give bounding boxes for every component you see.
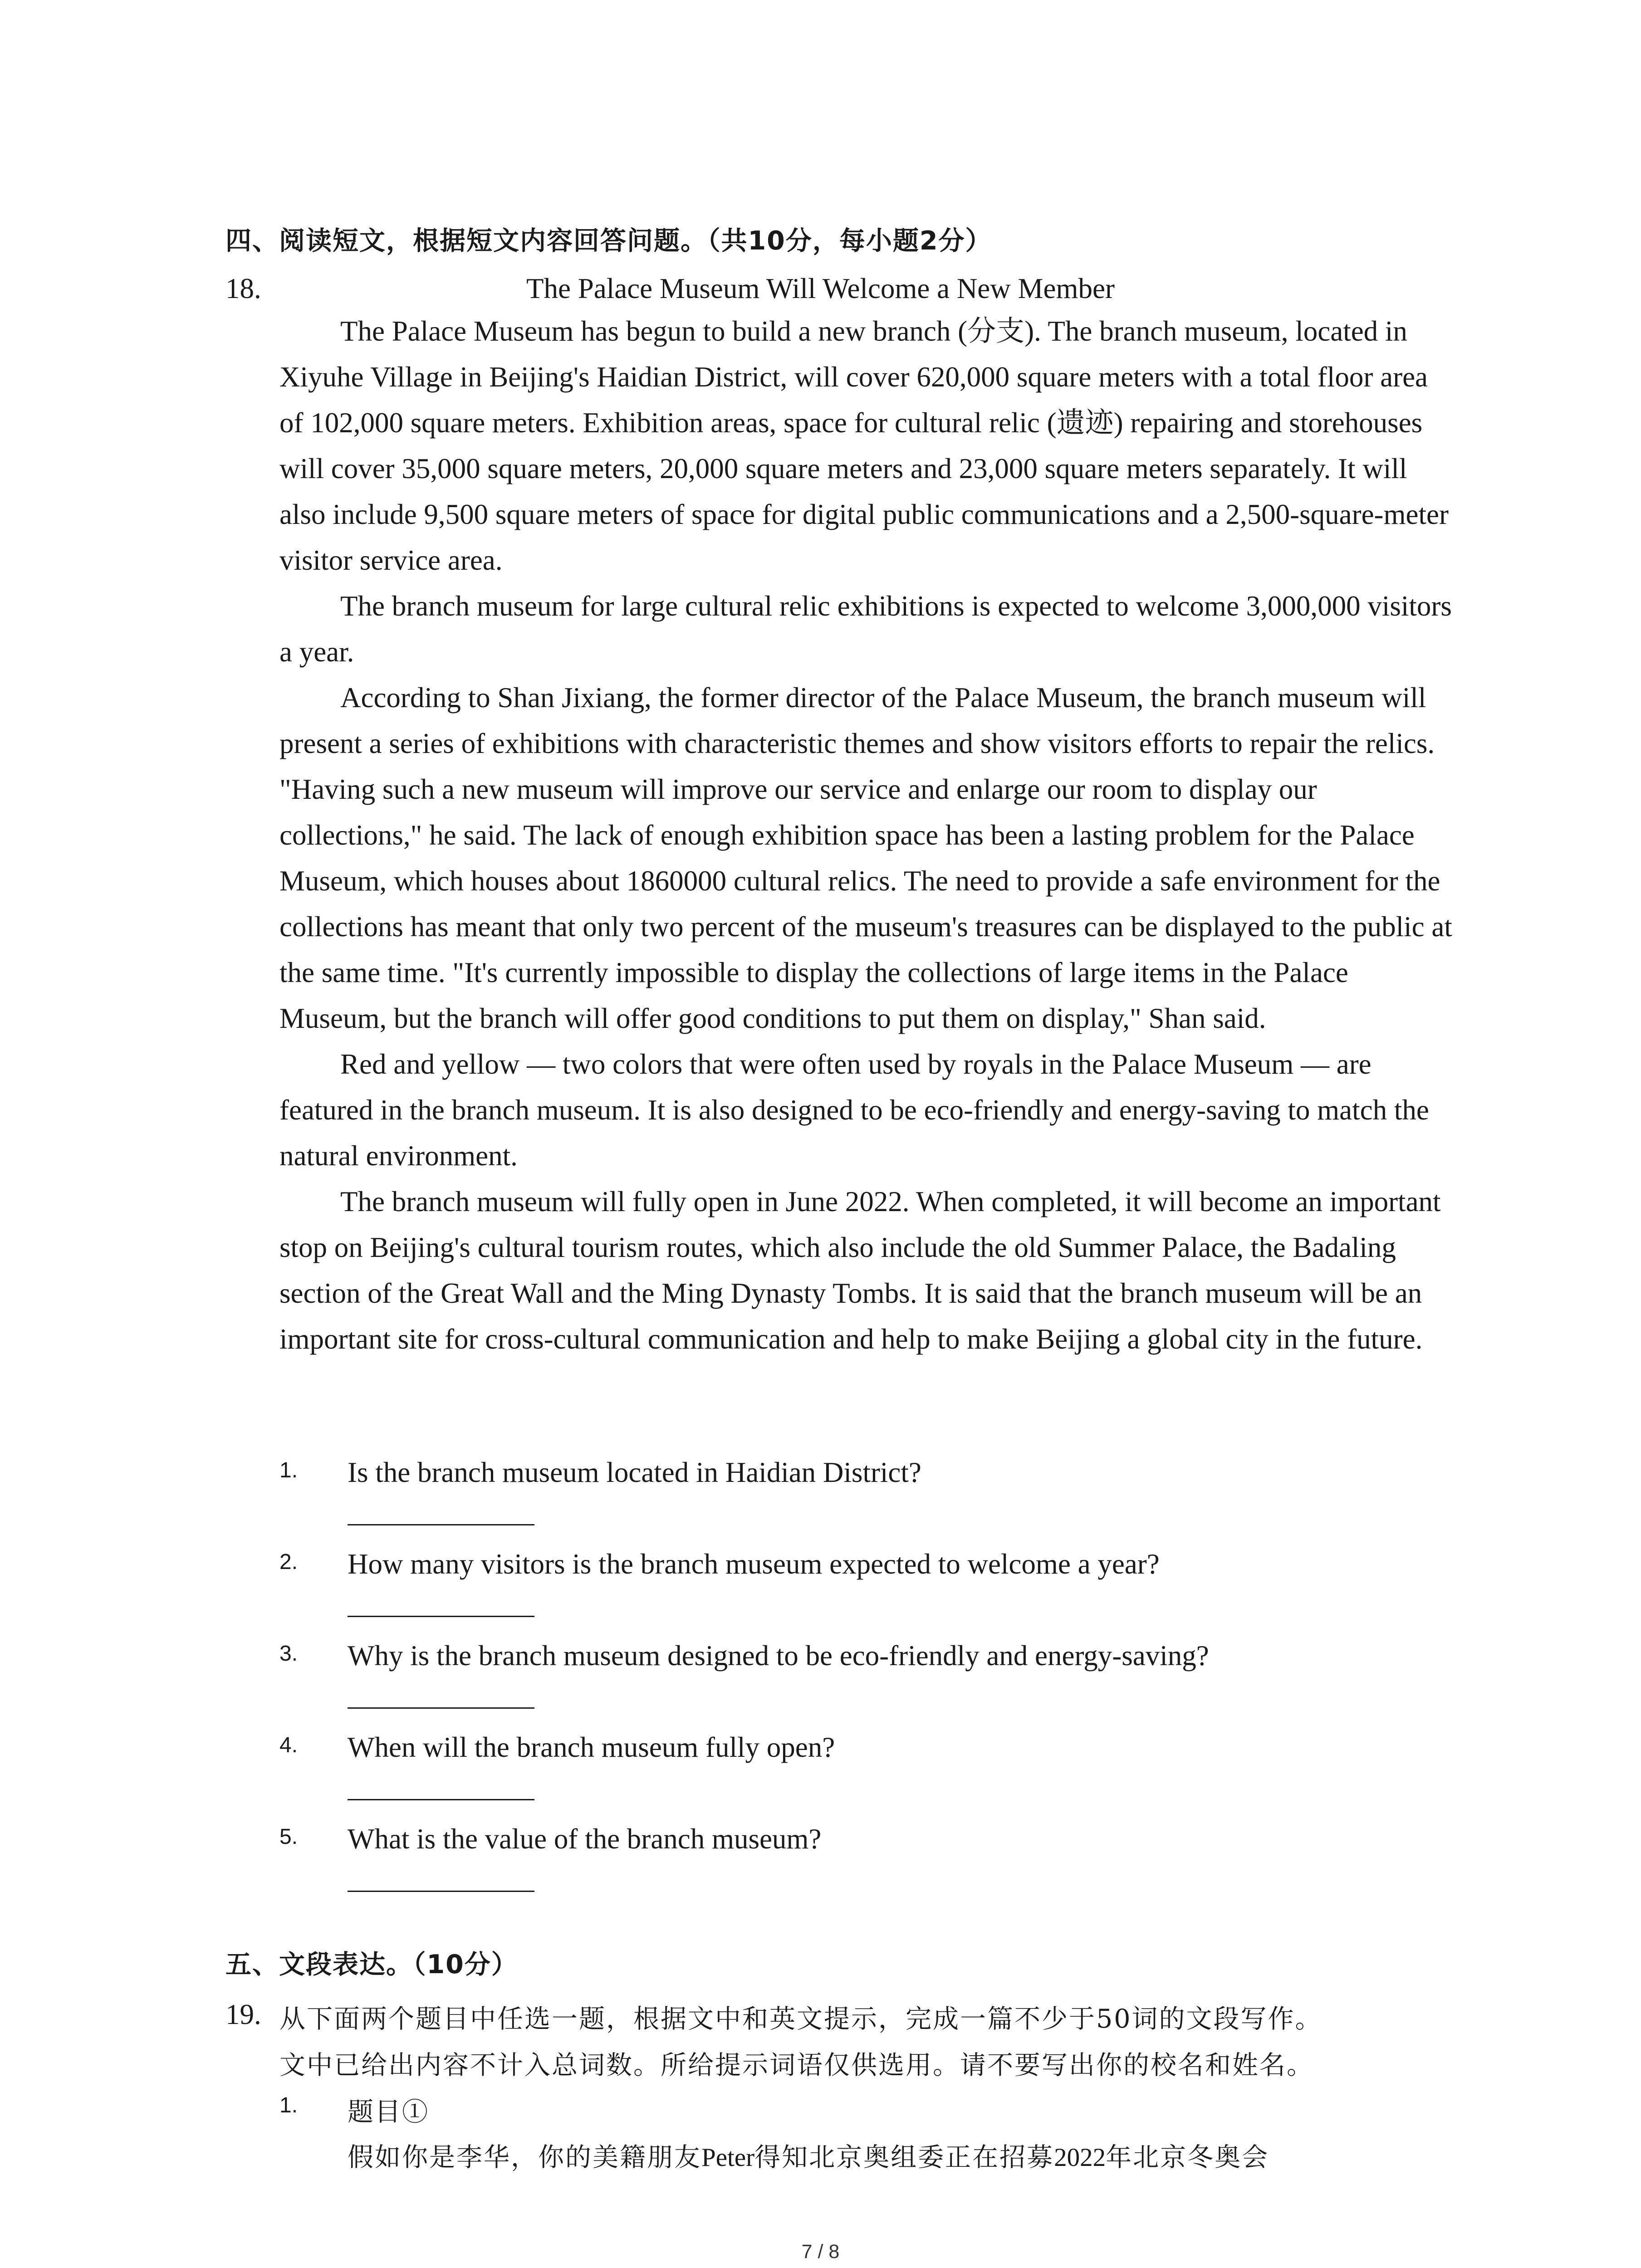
prompt-name: Peter xyxy=(701,2143,755,2172)
reading-passage xyxy=(279,308,1455,1362)
question-18-number: 18. xyxy=(225,273,261,304)
passage-paragraph: Red and yellow — two colors that were often used by royals in the Palace Museum — are featured in the branch museum. It is also designed to be eco-friendly and energy-saving to match the natural environment. xyxy=(279,1048,1429,1172)
sub-question-number: 1. xyxy=(279,1458,298,1482)
passage-paragraph: The branch museum will fully open in June 2022. When completed, it will become an important stop on Beijing's cultural tourism routes, which also include the old Summer Palace, the Badaling section of the Great Wall and the Ming Dynasty Tombs. It is said that the branch museum will be an important site for cross-cultural communication and help to make Beijing a global city in the future. xyxy=(279,1186,1441,1355)
page-indicator: 7 / 8 xyxy=(801,2241,840,2263)
sub-question-text: How many visitors is the branch museum expected to welcome a year? xyxy=(348,1548,1160,1580)
question-19-number: 19. xyxy=(225,1999,261,2030)
prompt-text: 年北京冬奥会 xyxy=(1106,2142,1269,2172)
topic-prompt xyxy=(348,2136,1269,2174)
sub-question-text: Why is the branch museum designed to be eco-friendly and energy-saving? xyxy=(348,1640,1209,1672)
section-5-heading: 五、文段表达。（10分） xyxy=(225,1950,518,1980)
sub-question-number: 2. xyxy=(279,1550,298,1574)
passage-paragraph: According to Shan Jixiang, the former director of the Palace Museum, the branch museum will present a series of exhibitions with characteristic themes and show visitors efforts to repair the relics. "Having such a new museum will improve our service and enlarge our room to display our collections," he said. The lack of enough exhibition space has been a lasting problem for the Palace Museum, which houses about 1860000 cultural relics. The need to provide a safe environment for the collections has meant that only two percent of the museum's treasures can be displayed to the public at the same time. "It's currently impossible to display the collections of large items in the Palace Museum, but the branch will offer good conditions to put them on display," Shan said. xyxy=(279,682,1452,1034)
passage-paragraph: The Palace Museum has begun to build a new branch (分支). The branch museum, located in Xiyuhe Village in Beijing's Haidian District, will cover 620,000 square meters with a total floor area of 102,000 square meters. Exhibition areas, space for cultural relic (遗迹) repairing and storehouses will cover 35,000 square meters, 20,000 square meters and 23,000 square meters separately. It will also include 9,500 square meters of space for digital public communications and a 2,500-square-meter visitor service area. xyxy=(279,315,1449,576)
sub-question-text: What is the value of the branch museum? xyxy=(348,1823,822,1855)
answer-blank[interactable] xyxy=(348,1891,534,1892)
passage-paragraph: The branch museum for large cultural relic exhibitions is expected to welcome 3,000,000 visitors a year. xyxy=(279,590,1452,668)
sub-question-number: 5. xyxy=(279,1825,298,1849)
prompt-year: 2022 xyxy=(1054,2143,1106,2172)
prompt-text: 假如你是李华，你的美籍朋友 xyxy=(348,2142,701,2172)
answer-blank[interactable] xyxy=(348,1799,534,1800)
answer-blank[interactable] xyxy=(348,1707,534,1709)
sub-question-text: When will the branch museum fully open? xyxy=(348,1731,835,1763)
answer-blank[interactable] xyxy=(348,1616,534,1617)
passage-title: The Palace Museum Will Welcome a New Member xyxy=(526,273,1115,304)
sub-question-text: Is the branch museum located in Haidian District? xyxy=(348,1457,921,1488)
writing-instruction-line-2: 文中已给出内容不计入总词数。所给提示词语仅供选用。请不要写出你的校名和姓名。 xyxy=(279,2050,1314,2080)
sub-question-number: 3. xyxy=(279,1642,298,1666)
topic-title: 题目① xyxy=(348,2097,429,2127)
topic-number: 1. xyxy=(279,2093,298,2117)
sub-question-number: 4. xyxy=(279,1733,298,1757)
writing-instruction-line-1: 从下面两个题目中任选一题，根据文中和英文提示，完成一篇不少于50词的文段写作。 xyxy=(279,2004,1323,2034)
section-4-heading: 四、阅读短文，根据短文内容回答问题。（共10分，每小题2分） xyxy=(225,226,992,256)
prompt-text: 得知北京奥组委正在招募 xyxy=(754,2142,1054,2172)
answer-blank[interactable] xyxy=(348,1524,534,1525)
